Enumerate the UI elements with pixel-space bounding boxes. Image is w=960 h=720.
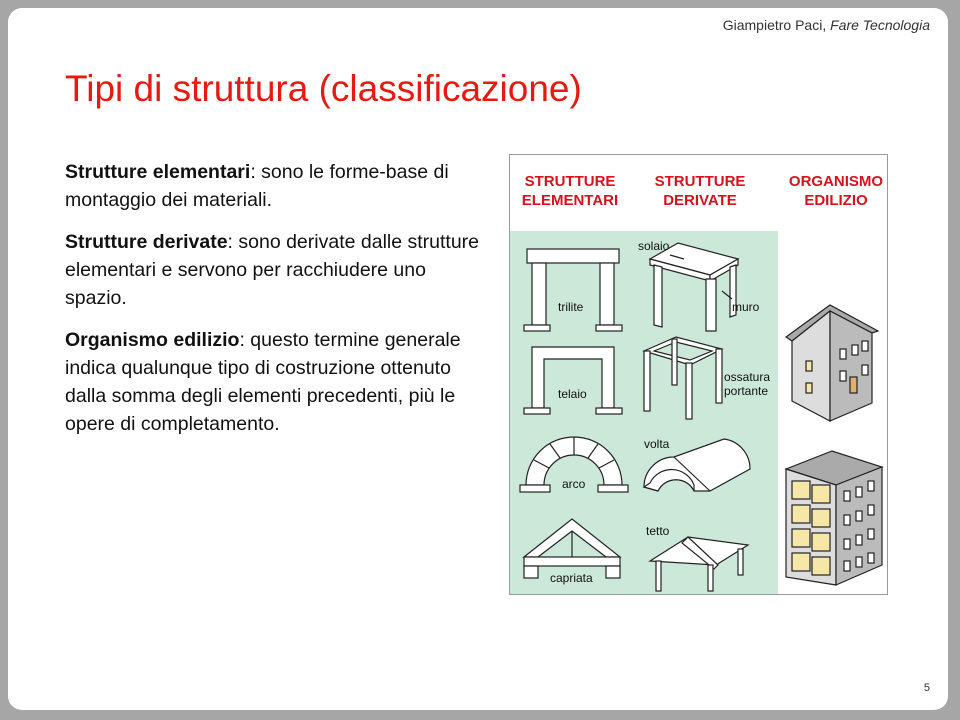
paragraph-strutture-elementari bbox=[65, 158, 490, 214]
book-title: Fare Tecnologia bbox=[830, 17, 930, 33]
label-tetto: tetto bbox=[646, 524, 670, 538]
building-icon bbox=[786, 451, 882, 585]
structure-types-illustration bbox=[510, 155, 887, 594]
slide bbox=[8, 8, 948, 710]
house-icon bbox=[786, 305, 878, 421]
structure-types-figure bbox=[509, 154, 888, 595]
header-col2-line2: DERIVATE bbox=[663, 192, 737, 209]
label-trilite: trilite bbox=[558, 300, 584, 314]
term: Strutture elementari bbox=[65, 161, 251, 183]
header-col1-line2: ELEMENTARI bbox=[521, 192, 619, 209]
header-col1-line1: STRUTTURE bbox=[524, 173, 616, 190]
author-credit bbox=[723, 17, 930, 33]
term: Strutture derivate bbox=[65, 231, 228, 253]
header-col2-line1: STRUTTURE bbox=[654, 173, 746, 190]
header-col3-line2: EDILIZIO bbox=[804, 192, 868, 209]
author-name: Giampietro Paci, bbox=[722, 17, 827, 33]
paragraph-organismo-edilizio bbox=[65, 326, 490, 438]
label-muro: muro bbox=[732, 300, 760, 314]
label-telaio: telaio bbox=[558, 387, 587, 401]
definition: : sono derivate dalle strutture elementari e servono per racchiudere uno spazio. bbox=[65, 231, 480, 309]
label-ossatura: ossatura bbox=[724, 370, 771, 384]
paragraph-strutture-derivate bbox=[65, 228, 490, 312]
definition: : questo termine generale indica qualunque tipo di costruzione ottenuto dalla somma degli elementi precedenti, più le opere di completamento. bbox=[65, 329, 461, 435]
term: Organismo edilizio bbox=[65, 329, 240, 351]
slide-title: Tipi di struttura (classificazione) bbox=[65, 68, 582, 109]
label-solaio: solaio bbox=[638, 239, 670, 253]
definition: : sono le forme-base di montaggio dei materiali. bbox=[65, 161, 449, 211]
page-number: 5 bbox=[923, 682, 930, 694]
label-arco: arco bbox=[562, 477, 586, 491]
label-capriata: capriata bbox=[550, 571, 593, 585]
header-col3-line1: ORGANISMO bbox=[788, 173, 884, 190]
label-portante: portante bbox=[724, 384, 769, 398]
label-volta: volta bbox=[644, 437, 670, 451]
body-text bbox=[65, 158, 490, 452]
